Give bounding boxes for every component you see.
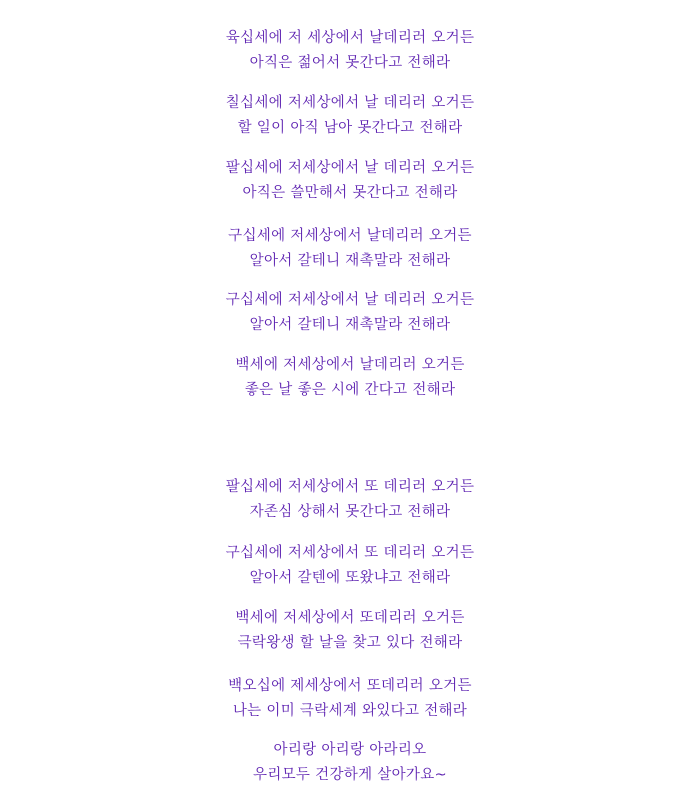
poem-line: 좋은 날 좋은 시에 간다고 전해라 <box>244 382 456 398</box>
poem-line: 팔십세에 저세상에서 날 데리러 오거든 <box>225 160 475 176</box>
poem-line: 백세에 저세상에서 날데리러 오거든 <box>235 357 465 373</box>
poem-line: 극락왕생 할 날을 찾고 있다 전해라 <box>237 635 463 651</box>
poem-line: 육십세에 저 세상에서 날데리러 오거든 <box>225 30 475 46</box>
poem-line: 아직은 쓸만해서 못간다고 전해라 <box>242 185 458 201</box>
poem-line: 구십세에 저세상에서 또 데리러 오거든 <box>225 545 475 561</box>
poem-line: 할 일이 아직 남아 못간다고 전해라 <box>237 120 463 136</box>
poem-line: 아리랑 아리랑 아라리오 <box>273 742 427 758</box>
poem-line: 구십세에 저세상에서 날 데리러 오거든 <box>225 292 475 308</box>
poem-line: 구십세에 저세상에서 날데리러 오거든 <box>228 228 472 244</box>
poem-line: 자존심 상해서 못간다고 전해라 <box>249 504 451 520</box>
poem-line: 팔십세에 저세상에서 또 데리러 오거든 <box>225 479 475 495</box>
poem-line: 알아서 갈테니 재촉말라 전해라 <box>249 317 451 333</box>
poem-line: 백오십에 제세상에서 또데리러 오거든 <box>228 678 472 694</box>
poem-line: 백세에 저세상에서 또데리러 오거든 <box>235 610 465 626</box>
poem-line: 우리모두 건강하게 살아가요~ <box>253 767 447 783</box>
poem-line: 칠십세에 저세상에서 날 데리러 오거든 <box>225 95 475 111</box>
poem-line: 나는 이미 극락세계 와있다고 전해라 <box>232 703 468 719</box>
poem-line: 알아서 갈테니 재촉말라 전해라 <box>249 253 451 269</box>
poem-line: 알아서 갈텐에 또왔냐고 전해라 <box>249 570 451 586</box>
poem-line: 아직은 젊어서 못간다고 전해라 <box>249 55 451 71</box>
